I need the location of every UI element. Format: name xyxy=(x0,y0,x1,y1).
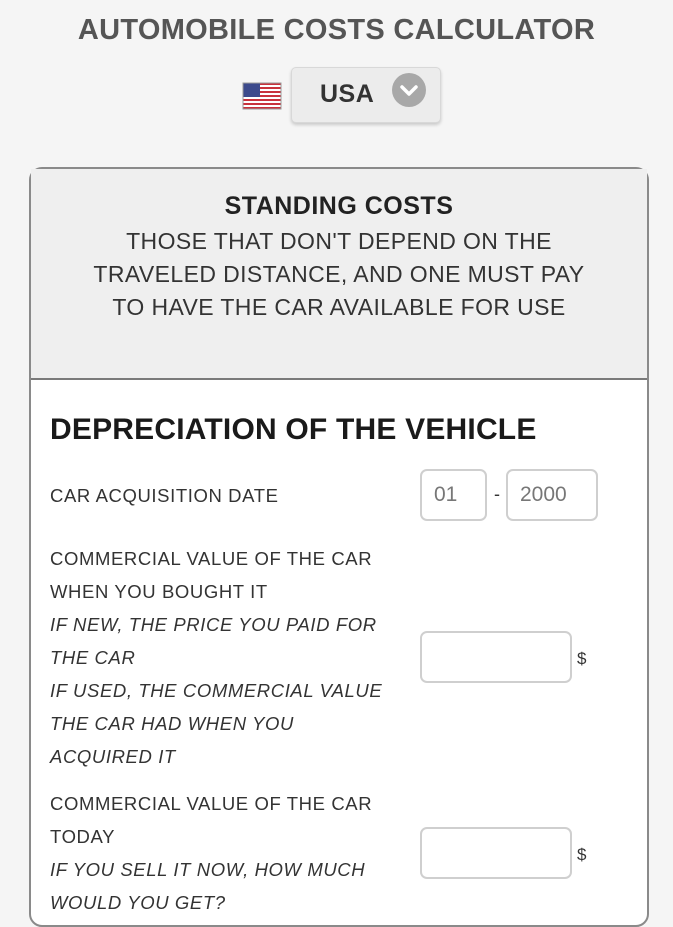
standing-costs-card xyxy=(29,167,649,927)
value-when-bought-input[interactable] xyxy=(420,631,572,683)
value-today-label-text: COMMERCIAL VALUE OF THE CAR TODAY xyxy=(50,793,373,847)
date-separator: - xyxy=(494,484,500,504)
value-when-bought-label xyxy=(50,542,395,773)
value-when-bought-currency: $ xyxy=(577,649,587,668)
standing-costs-description: THOSE THAT DON'T DEPEND ON THE TRAVELED DISTANCE, AND ONE MUST PAY TO HAVE THE CAR AVAILABLE FOR USE xyxy=(93,228,585,320)
value-today-currency: $ xyxy=(577,845,587,864)
depreciation-section-title: DEPRECIATION OF THE VEHICLE xyxy=(50,413,537,446)
acquisition-date-label xyxy=(50,479,395,512)
acquisition-year-input[interactable] xyxy=(506,469,598,521)
value-today-hint: IF YOU SELL IT NOW, HOW MUCH WOULD YOU GET? xyxy=(50,859,366,913)
value-when-bought-label-text: COMMERCIAL VALUE OF THE CAR WHEN YOU BOUGHT IT xyxy=(50,548,373,602)
country-dropdown[interactable] xyxy=(291,67,441,123)
value-today-label xyxy=(50,787,395,919)
chevron-down-icon xyxy=(392,73,426,107)
acquisition-month-input[interactable] xyxy=(420,469,487,521)
country-selector-row xyxy=(243,66,441,124)
app-title: AUTOMOBILE COSTS CALCULATOR xyxy=(77,14,596,46)
standing-costs-title: STANDING COSTS xyxy=(224,192,454,220)
us-flag-icon xyxy=(243,83,281,109)
value-today-input[interactable] xyxy=(420,827,572,879)
value-when-bought-hint-new: IF NEW, THE PRICE YOU PAID FOR THE CAR xyxy=(50,614,377,668)
acquisition-date-label-text: CAR ACQUISITION DATE xyxy=(50,485,279,506)
country-selected-value: USA xyxy=(320,80,375,108)
standing-costs-header xyxy=(31,169,647,380)
value-when-bought-hint-used: IF USED, THE COMMERCIAL VALUE THE CAR HAD WHEN YOU ACQUIRED IT xyxy=(50,680,383,767)
